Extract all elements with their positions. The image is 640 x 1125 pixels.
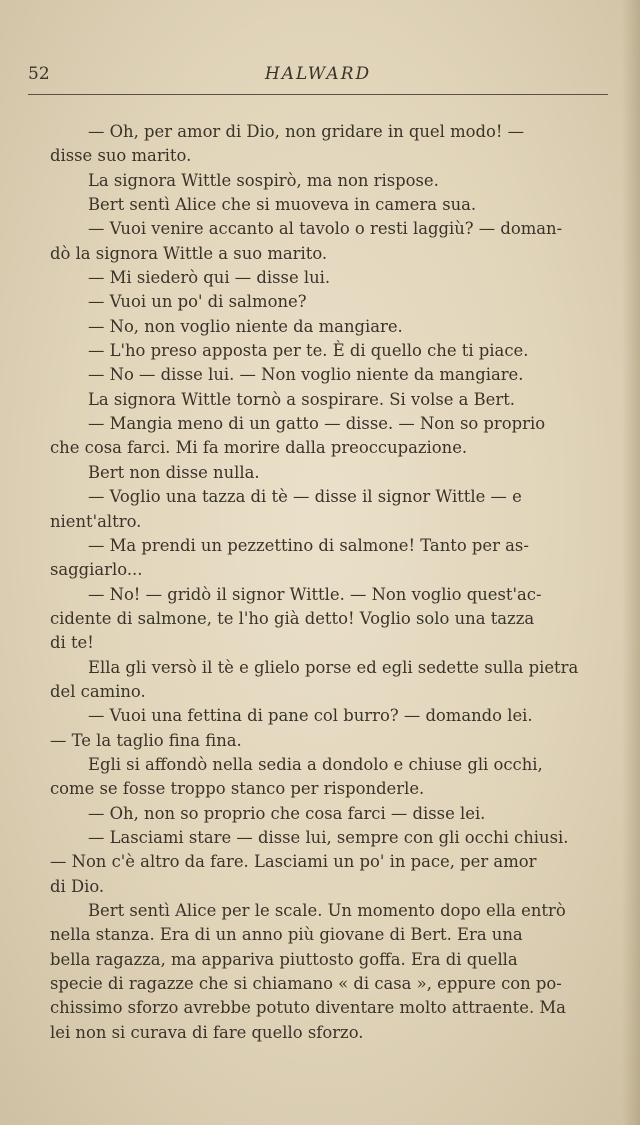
text-line: — Vuoi un po' di salmone?: [88, 292, 307, 312]
header-rule: [28, 94, 608, 95]
text-line: — Te la taglio fina fina.: [50, 730, 242, 750]
text-line: — L'ho preso apposta per te. È di quello che ti piace.: [88, 341, 529, 361]
text-line: Ella gli versò il tè e glielo porse ed egli sedette sulla pietra: [88, 657, 579, 677]
text-line: — Voglio una tazza di tè — disse il signor Wittle — e: [88, 487, 522, 507]
running-title: HALWARD: [264, 64, 372, 84]
text-line: — Mangia meno di un gatto — disse. — Non so proprio: [88, 414, 546, 434]
text-line: di Dio.: [50, 876, 105, 896]
text-line: chissimo sforzo avrebbe potuto diventare molto attraente. Ma: [50, 998, 566, 1018]
text-line: — Ma prendi un pezzettino di salmone! Tanto per as-: [88, 535, 529, 555]
text-line: Egli si affondò nella sedia a dondolo e chiuse gli occhi,: [88, 754, 543, 774]
page-number: 52: [28, 64, 50, 84]
text-line: come se fosse troppo stanco per risponderle.: [50, 779, 425, 799]
text-line: — Vuoi una fettina di pane col burro? — domando lei.: [88, 706, 533, 726]
text-line: — Non c'è altro da fare. Lasciami un po' in pace, per amor: [50, 852, 537, 872]
text-line: — Lasciami stare — disse lui, sempre con gli occhi chiusi.: [88, 827, 569, 847]
text-line: bella ragazza, ma appariva piuttosto goffa. Era di quella: [50, 949, 518, 969]
text-line: disse suo marito.: [50, 146, 192, 166]
text-line: Bert non disse nulla.: [88, 462, 260, 482]
page-edge-shadow: [622, 0, 640, 1125]
text-line: saggiarlo...: [50, 560, 143, 580]
text-line: — No, non voglio niente da mangiare.: [88, 316, 403, 336]
text-line: che cosa farci. Mi fa morire dalla preoccupazione.: [50, 438, 468, 458]
text-line: nient'altro.: [50, 511, 142, 531]
text-line: nella stanza. Era di un anno più giovane di Bert. Era una: [50, 925, 523, 945]
text-line: — No! — gridò il signor Wittle. — Non voglio quest'ac-: [88, 584, 542, 604]
text-line: cidente di salmone, te l'ho già detto! Voglio solo una tazza: [50, 608, 535, 628]
text-line: — Oh, per amor di Dio, non gridare in quel modo! —: [88, 122, 525, 141]
text-line: del camino.: [50, 681, 146, 701]
text-line: Bert sentì Alice per le scale. Un momento dopo ella entrò: [88, 901, 566, 920]
text-line: — Vuoi venire accanto al tavolo o resti laggiù? — doman-: [88, 219, 563, 239]
text-line: dò la signora Wittle a suo marito.: [50, 243, 328, 263]
text-line: Bert sentì Alice che si muoveva in camera sua.: [88, 195, 477, 215]
body-text: [50, 120, 608, 1045]
text-line: La signora Wittle tornò a sospirare. Si volse a Bert.: [88, 389, 516, 409]
text-line: — Mi siederò qui — disse lui.: [88, 268, 331, 288]
text-line: specie di ragazze che si chiamano « di casa », eppure con po-: [50, 974, 562, 994]
text-line: — Oh, non so proprio che cosa farci — disse lei.: [88, 803, 486, 823]
page-header: [28, 60, 608, 90]
text-line: — No — disse lui. — Non voglio niente da mangiare.: [88, 365, 524, 385]
text-line: La signora Wittle sospirò, ma non rispose.: [88, 170, 439, 190]
text-line: di te!: [50, 633, 94, 653]
text-line: lei non si curava di fare quello sforzo.: [50, 1022, 364, 1042]
